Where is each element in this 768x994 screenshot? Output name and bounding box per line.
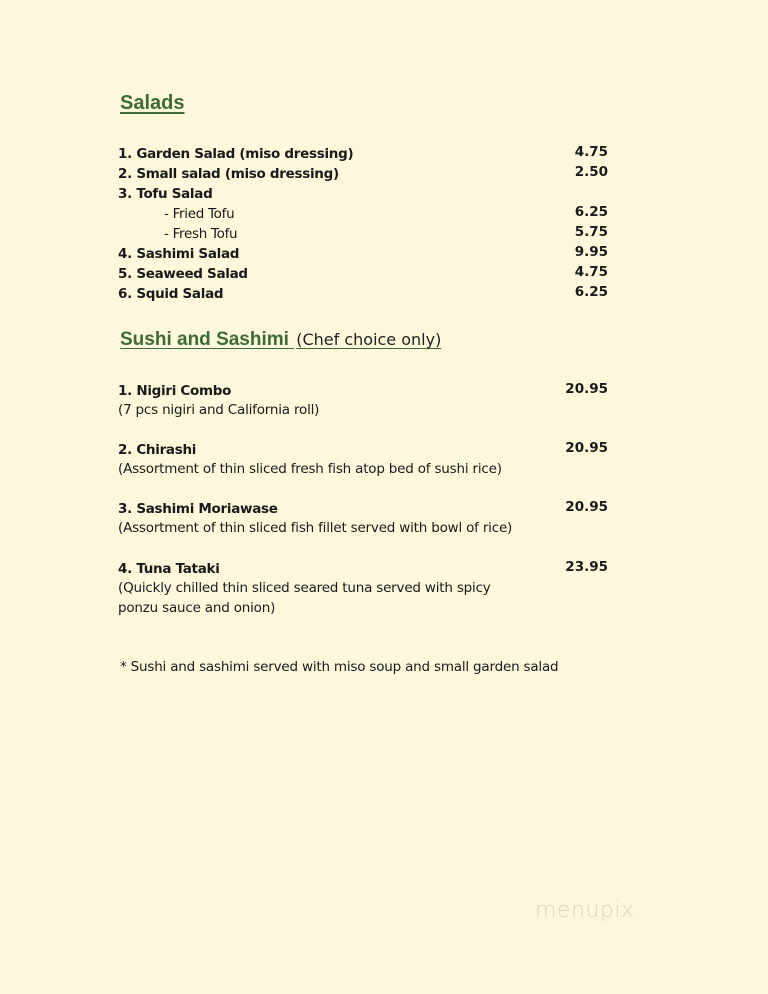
- item-price: 2.50: [574, 164, 608, 180]
- menu-subitem: [118, 226, 608, 246]
- item-price: 6.25: [574, 204, 608, 220]
- footnote: * Sushi and sashimi served with miso soup and small garden salad: [120, 659, 559, 675]
- menu-item: [118, 286, 608, 306]
- menu-item: [118, 246, 608, 266]
- item-description: (Assortment of thin sliced fish fillet served with bowl of rice): [118, 520, 513, 536]
- item-price: 20.95: [565, 499, 608, 515]
- sushi-heading-subtitle: (Chef choice only): [296, 330, 442, 349]
- item-price: 4.75: [574, 144, 608, 160]
- item-price: 23.95: [565, 559, 608, 575]
- menu-subitem: [118, 206, 608, 226]
- item-description: (Quickly chilled thin sliced seared tuna served with spicy ponzu sauce and onion): [118, 580, 491, 616]
- sushi-heading: [120, 329, 441, 351]
- menu-item: [118, 186, 608, 206]
- item-price: 9.95: [574, 244, 608, 260]
- item-description: (7 pcs nigiri and California roll): [118, 402, 320, 418]
- item-name: 4. Tuna Tataki: [118, 561, 220, 577]
- menu-item: [118, 166, 608, 186]
- menu-item: [118, 146, 608, 166]
- watermark-logo: menupix: [535, 898, 635, 923]
- item-name: 4. Sashimi Salad: [118, 246, 240, 262]
- item-name: 1. Garden Salad (miso dressing): [118, 146, 354, 162]
- item-name: 2. Small salad (miso dressing): [118, 166, 339, 182]
- item-name: - Fresh Tofu: [164, 226, 238, 242]
- item-name: 2. Chirashi: [118, 442, 197, 458]
- item-price: 4.75: [574, 264, 608, 280]
- item-name: 6. Squid Salad: [118, 286, 224, 302]
- sushi-heading-text: Sushi and Sashimi: [120, 329, 295, 350]
- item-name: 1. Nigiri Combo: [118, 383, 232, 399]
- item-description: (Assortment of thin sliced fresh fish atop bed of sushi rice): [118, 461, 502, 477]
- item-name: - Fried Tofu: [164, 206, 235, 222]
- item-price: 5.75: [574, 224, 608, 240]
- item-name: 5. Seaweed Salad: [118, 266, 248, 282]
- item-name: 3. Tofu Salad: [118, 186, 213, 202]
- item-price: 6.25: [574, 284, 608, 300]
- item-price: 20.95: [565, 381, 608, 397]
- salads-heading: Salads: [120, 92, 185, 114]
- item-price: 20.95: [565, 440, 608, 456]
- menu-item: [118, 266, 608, 286]
- item-name: 3. Sashimi Moriawase: [118, 501, 278, 517]
